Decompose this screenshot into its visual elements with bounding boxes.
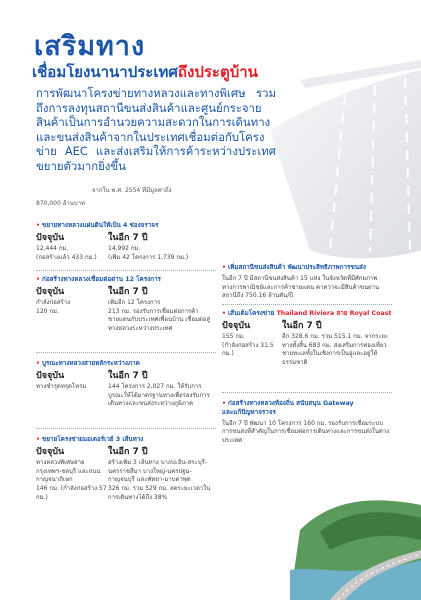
intro-paragraph: การพัฒนาโครงข่ายทางหลวงและทางพิเศษ รวมถึงการลงทุนสถานีขนส่งสินค้าและศูนย์กระจายสินค้าเป็นการอำนวยความสะดวกในการเดินทางและขนส่งสินค้าจากในประเทศเชื่อมต่อกับโครงข่าย AEC และส่งเสริมให้การค้าระหว่างประเทศขยายตัวมากยิ่งขึ้น — [36, 86, 276, 173]
page-subtitle — [32, 60, 258, 84]
section-heading: • ก่อสร้างทางหลวงท้องถิ่น สนับสนุน Gateway และแก้ปัญหาจราจร — [222, 400, 354, 416]
coastal-road-illustration — [290, 470, 421, 600]
now-value: ทางหลวงพิเศษสายกรุงเทพฯ-ชลบุรี และถนนกาญจนาภิเษก 146 กม. (กำลังก่อสร้าง 57 กม.) — [36, 458, 107, 501]
intro-small-text: จากใน พ.ศ. 2554 ที่มีมูลค่าถึง — [92, 187, 172, 194]
section-border-highways — [36, 276, 216, 334]
section-freight-stations — [222, 264, 392, 301]
divider — [222, 392, 392, 393]
now-value: 155 กม. (กำลังก่อสร้าง 31.5 กม.) — [222, 332, 274, 358]
section-heading: • ก่อสร้างทางหลวงเชื่อมต่อด่าน 12 โครงการ — [36, 276, 161, 283]
col-7y-label: ในอีก 7 ปี — [108, 232, 148, 243]
col-7y-label: ในอีก 7 ปี — [282, 320, 322, 331]
section-body: ในอีก 7 ปี มีสถานีขนส่งสินค้า 15 แห่ง ในจังหวัดที่มีศักยภาพทางการพาณิชย์และการค้าชายแดน คาดว่าจะมีสินค้าขนผ่านสถานีถึง 750.16 ล้านตัน/ปี — [222, 274, 380, 300]
col-now-label: ปัจจุบัน — [36, 286, 65, 297]
section-local-highways — [222, 400, 392, 446]
section-heading: • ขยายโครงข่ายมอเตอร์เวย์ 3 เส้นทาง — [36, 436, 144, 443]
subtitle-highlight: ถึงประตูบ้าน — [177, 63, 258, 81]
now-value: ทางชำรุดทรุดโทรม — [36, 382, 87, 390]
col-now-label: ปัจจุบัน — [36, 446, 65, 457]
section-4-lane-highways — [36, 222, 216, 262]
section-heading: • เส้นเต็มโครงข่าย Thailand Riviera สาย Royal Coast — [222, 310, 392, 317]
col-now-label: ปัจจุบัน — [36, 370, 65, 381]
section-royal-coast — [222, 310, 392, 368]
col-7y-label: ในอีก 7 ปี — [108, 370, 148, 381]
col-now-label: ปัจจุบัน — [222, 320, 251, 331]
section-heading: • เพิ่มสถานีขนส่งสินค้า พัฒนาประสิทธิภาพการขนส่ง — [222, 264, 366, 271]
divider — [36, 428, 216, 429]
future-value: เพิ่มอีก 12 โครงการ 213 กม. รองรับการเชื่อมต่อการค้าชายแดนกับประเทศเพื่อนบ้าน เชื่อมต่อสู่ทางหลวงระหว่างประเทศ — [108, 298, 211, 333]
section-highway-restoration — [36, 360, 216, 409]
now-value: 12,444 กม. (ก่อสร้างแล้ว 433 กม.) — [36, 244, 97, 261]
future-value: 144 โครงการ 2,027 กม. ให้รับการบูรณะให้ได้มาตรฐานทางเพื่อรองรับการเดินทางและขนส่งระหว่างภูมิภาค — [108, 382, 210, 408]
future-value: สร้างเพิ่ม 3 เส้นทาง บางปะอิน-สระบุรี-นครราชสีมา บางใหญ่-นครปฐม-กาญจนบุรี และพัทยา-มาบตาพุด 326 กม. รวม 529 กม. ลดระยะเวลาในการเดินทางได้ถึง 38% — [108, 458, 211, 501]
now-value: กำลังก่อสร้าง 120 กม. — [36, 298, 71, 315]
intro-small-text-2: 870,000 ล้านบาท — [36, 200, 85, 207]
section-heading: • บูรณะทางหลวงสายหลักระหว่างภาค — [36, 360, 140, 367]
subtitle-prefix: เชื่อมโยงนานาประเทศ — [32, 63, 178, 81]
col-7y-label: ในอีก 7 ปี — [108, 286, 148, 297]
divider — [36, 352, 216, 353]
col-7y-label: ในอีก 7 ปี — [108, 446, 148, 457]
divider — [36, 270, 216, 271]
section-motorway-expansion — [36, 436, 216, 503]
section-body: ในอีก 7 ปี พัฒนา 10 โครงการ 160 กม. รองรับการเชื่อมระบบการขนส่งที่สำคัญในการเชื่อมต่อการเดินทางและการขนส่งในต่างประเทศ — [222, 419, 390, 445]
future-value: อีก 328.6 กม. รวม 515.1 กม. จากระยะทางทั้งสิ้น 683 กม. ส่งเสริมการท่องเที่ยวชายทะเลทั้งในเชิงการเป็นอู่และอยู่ให้ธรรมชาติ — [282, 332, 389, 367]
col-now-label: ปัจจุบัน — [36, 232, 65, 243]
divider — [222, 304, 392, 305]
page-title: เสริมทาง — [34, 31, 146, 62]
section-heading: • ขยายทางหลวงแผ่นดินให้เป็น 4 ช่องจราจร — [36, 222, 159, 229]
future-value: 14,992 กม. (เพิ่ม 42 โครงการ 1,739 กม.) — [108, 244, 189, 261]
